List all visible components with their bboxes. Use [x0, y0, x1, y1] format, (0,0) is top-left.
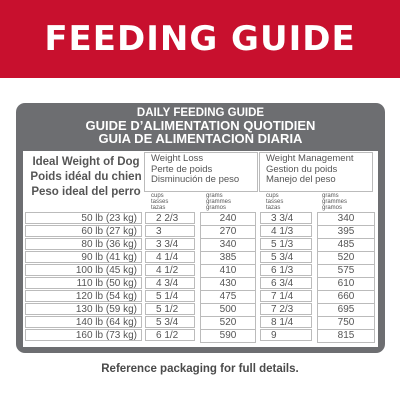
weight-cell: 110 lb (50 kg)	[25, 277, 142, 289]
loss-grams-cell: 500	[200, 303, 256, 317]
mgmt-grams-cell: 750	[317, 316, 375, 330]
loss-grams-cell: 240	[200, 212, 256, 226]
weight-mgmt-grams-label: grams grammes gramos	[322, 193, 348, 211]
mgmt-grams-cell: 485	[317, 238, 375, 252]
weight-header-fr: Poids idéal du chien	[30, 171, 142, 183]
weight-mgmt-subheader	[259, 193, 371, 211]
weight-mgmt-cups-label: cups tasses tazas	[266, 193, 284, 211]
card-title-en: DAILY FEEDING GUIDE	[136, 107, 265, 119]
mgmt-cups-cell: 9	[260, 329, 312, 341]
mgmt-cups-cell: 7 2/3	[260, 303, 312, 315]
mgmt-cups-cell: 5 3/4	[260, 251, 312, 263]
feeding-table	[23, 151, 378, 347]
loss-grams-cell: 385	[200, 251, 256, 265]
loss-cups-cell: 5 1/2	[145, 303, 195, 315]
weight-cell: 60 lb (27 kg)	[25, 225, 142, 237]
mgmt-grams-cell: 575	[317, 264, 375, 278]
mgmt-cups-cell: 7 1/4	[260, 290, 312, 302]
card-title-es: GUIA DE ALIMENTACION DIARIA	[98, 131, 303, 146]
card-title	[16, 107, 385, 145]
header-banner	[0, 0, 400, 78]
mgmt-cups-cell: 6 1/3	[260, 264, 312, 276]
mgmt-cups-cell: 5 1/3	[260, 238, 312, 250]
loss-cups-cell: 6 1/2	[145, 329, 195, 341]
weight-cell: 120 lb (54 kg)	[25, 290, 142, 302]
mgmt-grams-cell: 395	[317, 225, 375, 239]
table-row	[23, 303, 378, 316]
loss-cups-cell: 3	[145, 225, 195, 237]
mgmt-grams-cell: 815	[317, 329, 375, 343]
weight-loss-group-header	[144, 152, 258, 192]
table-row	[23, 225, 378, 238]
mgmt-grams-cell: 610	[317, 277, 375, 291]
feeding-guide-card	[16, 103, 385, 353]
weight-mgmt-label-es: Manejo del peso	[266, 174, 336, 185]
mgmt-grams-cell: 660	[317, 290, 375, 304]
mgmt-grams-cell: 695	[317, 303, 375, 317]
loss-cups-cell: 4 1/2	[145, 264, 195, 276]
mgmt-cups-cell: 4 1/3	[260, 225, 312, 237]
mgmt-cups-cell: 6 3/4	[260, 277, 312, 289]
table-row	[23, 290, 378, 303]
mgmt-grams-cell: 520	[317, 251, 375, 265]
loss-cups-cell: 4 3/4	[145, 277, 195, 289]
weight-mgmt-label-en: Weight Management	[266, 153, 354, 164]
weight-column-header	[27, 155, 145, 200]
loss-cups-cell: 4 1/4	[145, 251, 195, 263]
table-row	[23, 329, 378, 342]
table-row	[23, 238, 378, 251]
weight-cell: 100 lb (45 kg)	[25, 264, 142, 276]
weight-loss-cups-label: cups tasses tazas	[151, 193, 169, 211]
weight-mgmt-label-fr: Gestion du poids	[266, 163, 338, 175]
loss-grams-cell: 430	[200, 277, 256, 291]
weight-cell: 160 lb (73 kg)	[25, 329, 142, 341]
table-row	[23, 251, 378, 264]
loss-grams-cell: 270	[200, 225, 256, 239]
weight-management-group-header	[259, 152, 373, 192]
page-title: FEEDING GUIDE	[44, 19, 356, 59]
weight-loss-grams-label: grams grammes gramos	[206, 193, 232, 211]
loss-grams-cell: 410	[200, 264, 256, 278]
weight-cell: 80 lb (36 kg)	[25, 238, 142, 250]
loss-grams-cell: 340	[200, 238, 256, 252]
weight-header-es: Peso ideal del perro	[31, 186, 141, 198]
table-row	[23, 277, 378, 290]
loss-grams-cell: 475	[200, 290, 256, 304]
loss-cups-cell: 5 1/4	[145, 290, 195, 302]
weight-cell: 90 lb (41 kg)	[25, 251, 142, 263]
loss-cups-cell: 5 3/4	[145, 316, 195, 328]
table-row	[23, 212, 378, 225]
weight-loss-label-en: Weight Loss	[151, 153, 204, 164]
weight-cell: 50 lb (23 kg)	[25, 212, 142, 224]
loss-grams-cell: 590	[200, 329, 256, 343]
table-row	[23, 316, 378, 329]
mgmt-cups-cell: 8 1/4	[260, 316, 312, 328]
weight-cell: 130 lb (59 kg)	[25, 303, 142, 315]
loss-grams-cell: 520	[200, 316, 256, 330]
card-title-fr: GUIDE D’ALIMENTATION QUOTIDIEN	[85, 118, 316, 133]
weight-cell: 140 lb (64 kg)	[25, 316, 142, 328]
weight-loss-label-es: Disminución de peso	[151, 174, 240, 185]
loss-cups-cell: 2 2/3	[145, 212, 195, 224]
weight-header-en: Ideal Weight of Dog	[32, 156, 140, 168]
mgmt-cups-cell: 3 3/4	[260, 212, 312, 224]
loss-cups-cell: 3 3/4	[145, 238, 195, 250]
footer-note: Reference packaging for full details.	[101, 363, 299, 375]
weight-loss-label-fr: Perte de poids	[151, 163, 213, 175]
weight-loss-subheader	[144, 193, 256, 211]
mgmt-grams-cell: 340	[317, 212, 375, 226]
table-row	[23, 264, 378, 277]
